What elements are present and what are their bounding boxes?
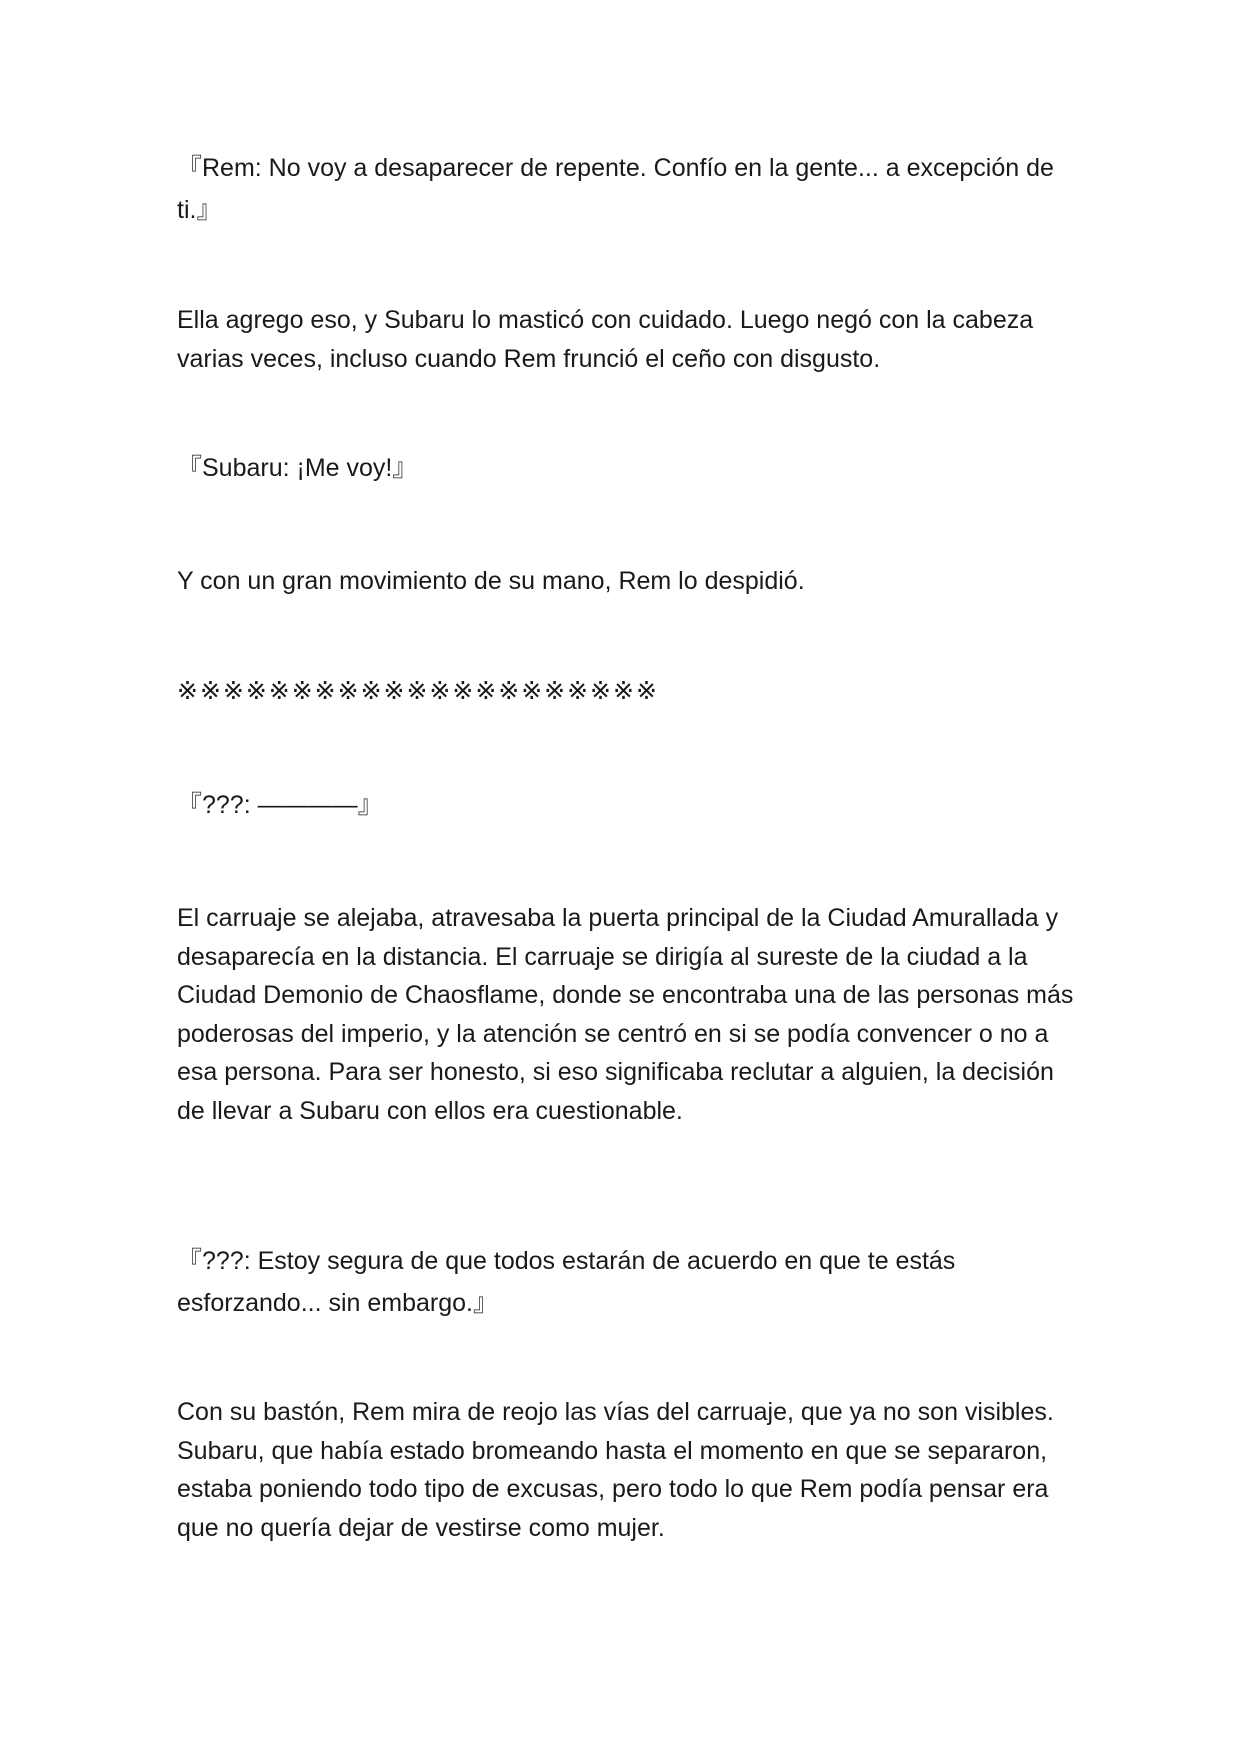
paragraph-narration-3: El carruaje se alejaba, atravesaba la puerta principal de la Ciudad Amurallada y desaparecía en la distancia. El carruaje se dirigía al sureste de la ciudad a la Ciudad Demonio de Chaosflame, donde se encontraba una de las personas más poderosas del imperio, y la atención se centró en si se podía convencer o no a esa persona. Para ser honesto, si eso significaba reclutar a alguien, la decisión de llevar a Subaru con ellos era cuestionable. [177,904,1074,1125]
paragraph-narration-1: Ella agrego eso, y Subaru lo masticó con cuidado. Luego negó con la cabeza varias veces, incluso cuando Rem frunció el ceño con disgusto. [177,306,1034,373]
dialogue-unknown-1: 『???: ————』 [177,791,383,819]
scene-separator: ※※※※※※※※※※※※※※※※※※※※※ [177,676,659,705]
paragraph-narration-2: Y con un gran movimiento de su mano, Rem lo despidió. [177,567,805,595]
dialogue-subaru: 『Subaru: ¡Me voy!』 [177,454,418,482]
dialogue-rem: 『Rem: No voy a desaparecer de repente. Confío en la gente... a excepción de ti.』 [177,154,1054,224]
paragraph-narration-4: Con su bastón, Rem mira de reojo las vías del carruaje, que ya no son visibles. Subaru, que había estado bromeando hasta el momento en que se separaron, estaba poniendo todo tipo de excusas, pero todo lo que Rem podía pensar era que no quería dejar de vestirse como mujer. [177,1398,1054,1542]
dialogue-unknown-2: 『???: Estoy segura de que todos estarán de acuerdo en que te estás esforzando... sin embargo.』 [177,1247,956,1317]
